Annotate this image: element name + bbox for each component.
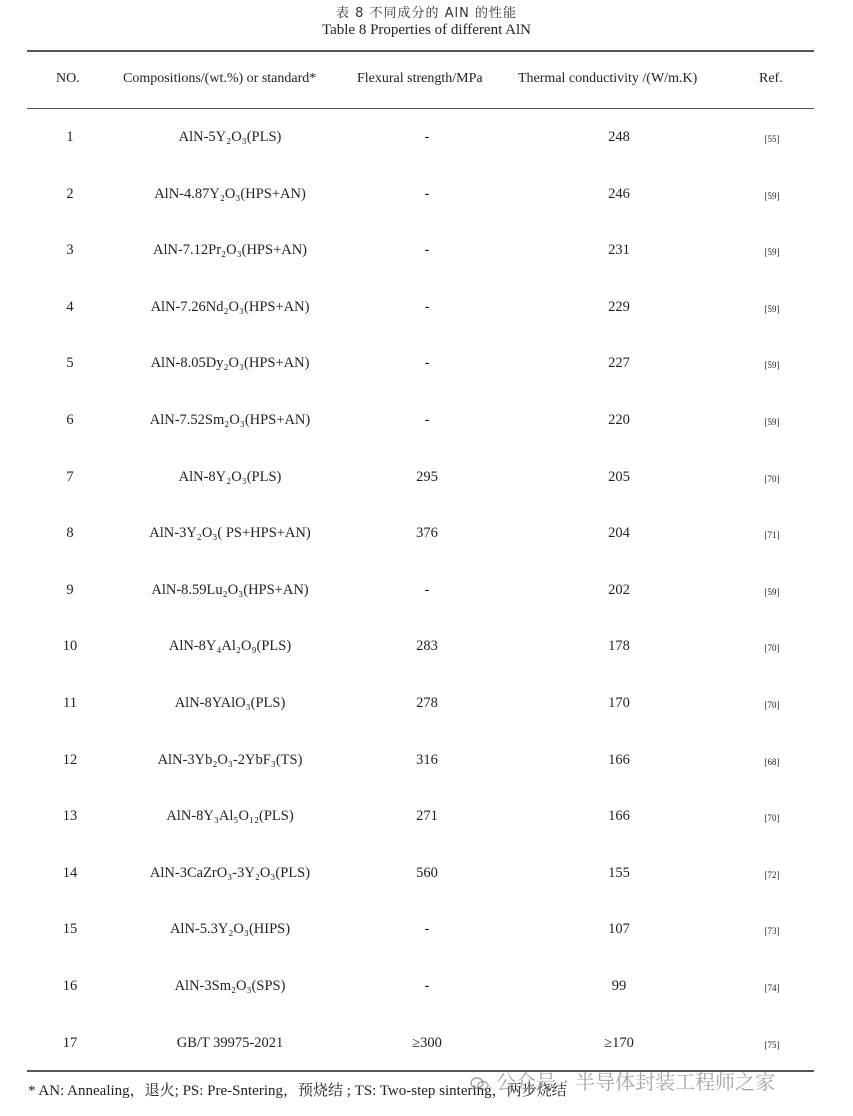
table-row bbox=[0, 412, 853, 432]
cell-flexural: 316 bbox=[416, 751, 438, 768]
cell-no: 15 bbox=[62, 921, 78, 938]
cell-thermal: 227 bbox=[608, 355, 630, 372]
cell-ref: [70] bbox=[764, 700, 780, 710]
table-row bbox=[0, 865, 853, 885]
cell-thermal: ≥170 bbox=[604, 1034, 634, 1051]
cell-flexural: - bbox=[424, 242, 430, 259]
cell-flexural: - bbox=[424, 185, 430, 202]
cell-flexural: - bbox=[424, 921, 430, 938]
table-row bbox=[0, 921, 853, 941]
cell-flexural: 295 bbox=[416, 468, 438, 485]
header-rule bbox=[27, 108, 814, 109]
cell-thermal: 107 bbox=[608, 921, 630, 938]
cell-no: 4 bbox=[66, 298, 74, 315]
cell-composition: AlN-7.52Sm₂O₃(HPS+AN) bbox=[149, 412, 311, 428]
cell-flexural: - bbox=[424, 298, 430, 315]
cell-no: 13 bbox=[62, 808, 78, 825]
cell-ref: [70] bbox=[764, 643, 780, 654]
cell-ref: [70] bbox=[764, 473, 780, 484]
cell-composition: AlN-3Yb₂O₃-2YbF₃(TS) bbox=[157, 751, 303, 768]
cell-composition: AlN-8Y₂O₃(PLS) bbox=[178, 468, 282, 485]
cell-no: 7 bbox=[66, 468, 74, 485]
cell-thermal: 202 bbox=[608, 581, 630, 598]
cell-composition: AlN-4.87Y₂O₃(HPS+AN) bbox=[154, 185, 306, 202]
cell-ref: [72] bbox=[764, 869, 780, 880]
cell-flexural: - bbox=[424, 355, 430, 372]
cell-flexural: - bbox=[424, 581, 430, 598]
cell-thermal: 99 bbox=[611, 978, 627, 994]
cell-composition: AlN-5Y₂O₃(PLS) bbox=[178, 129, 282, 145]
cell-flexural: - bbox=[424, 978, 430, 994]
table-title-en: Table 8 Properties of different AlN bbox=[321, 22, 532, 38]
cell-ref: [55] bbox=[764, 134, 780, 144]
cell-flexural: 278 bbox=[416, 695, 438, 711]
table-row bbox=[0, 752, 853, 772]
cell-ref: [59] bbox=[764, 190, 780, 201]
cell-composition: AlN-3CaZrO₃-3Y₂O₃(PLS) bbox=[149, 864, 311, 881]
cell-ref: [59] bbox=[764, 417, 780, 427]
cell-thermal: 166 bbox=[608, 808, 630, 825]
cell-flexural: ≥300 bbox=[412, 1034, 442, 1051]
table-row bbox=[0, 355, 853, 375]
cell-thermal: 205 bbox=[608, 468, 630, 485]
cell-no: 17 bbox=[62, 1034, 78, 1051]
table-row bbox=[0, 808, 853, 828]
cell-no: 14 bbox=[62, 864, 78, 881]
header-ref: Ref. bbox=[759, 71, 783, 86]
cell-ref: [73] bbox=[764, 926, 780, 937]
cell-thermal: 178 bbox=[608, 638, 630, 655]
watermark-text: 公众号 · 半导体封装工程师之家 bbox=[496, 1070, 776, 1094]
table-row bbox=[0, 469, 853, 489]
cell-no: 12 bbox=[62, 751, 78, 768]
cell-composition: AlN-8.59Lu₂O₃(HPS+AN) bbox=[151, 581, 309, 598]
cell-flexural: - bbox=[424, 129, 430, 145]
table-row bbox=[0, 129, 853, 149]
cell-composition: AlN-7.26Nd₂O₃(HPS+AN) bbox=[150, 298, 310, 315]
cell-composition: AlN-8.05Dy₂O₃(HPS+AN) bbox=[150, 355, 310, 372]
top-rule bbox=[27, 50, 814, 52]
cell-flexural: - bbox=[424, 412, 430, 428]
cell-thermal: 248 bbox=[608, 129, 630, 145]
cell-no: 9 bbox=[66, 581, 74, 598]
cell-composition: AlN-3Y₂O₃( PS+HPS+AN) bbox=[149, 525, 311, 542]
cell-no: 2 bbox=[66, 185, 74, 202]
cell-flexural: 376 bbox=[416, 525, 438, 542]
cell-ref: [59] bbox=[764, 247, 780, 258]
cell-thermal: 166 bbox=[608, 751, 630, 768]
header-no: NO. bbox=[56, 71, 80, 86]
table-row bbox=[0, 638, 853, 658]
cell-ref: [70] bbox=[764, 813, 780, 824]
cell-thermal: 170 bbox=[608, 695, 630, 711]
watermark bbox=[470, 1066, 775, 1095]
cell-thermal: 220 bbox=[608, 412, 630, 428]
cell-ref: [59] bbox=[764, 360, 780, 371]
cell-ref: [71] bbox=[764, 530, 780, 541]
cell-ref: [75] bbox=[764, 1039, 780, 1050]
table-row bbox=[0, 299, 853, 319]
cell-no: 6 bbox=[66, 412, 74, 428]
table-row bbox=[0, 695, 853, 715]
cell-no: 1 bbox=[66, 129, 74, 145]
header-flexural: Flexural strength/MPa bbox=[357, 71, 483, 86]
cell-thermal: 231 bbox=[608, 242, 630, 259]
cell-composition: AlN-8Y₃Al₅O₁₂(PLS) bbox=[166, 808, 294, 825]
cell-flexural: 271 bbox=[416, 808, 438, 825]
cell-composition: AlN-5.3Y₂O₃(HIPS) bbox=[169, 921, 291, 938]
cell-ref: [59] bbox=[764, 303, 780, 314]
cell-composition: AlN-8Y₄Al₂O₉(PLS) bbox=[168, 638, 292, 655]
cell-ref: [59] bbox=[764, 586, 780, 597]
cell-flexural: 560 bbox=[416, 864, 438, 881]
table-row bbox=[0, 242, 853, 262]
cell-no: 16 bbox=[62, 978, 78, 994]
table-title-cn: 表 8 不同成分的 AlN 的性能 bbox=[335, 6, 518, 21]
wechat-icon bbox=[470, 1077, 490, 1091]
cell-thermal: 229 bbox=[608, 298, 630, 315]
table-row bbox=[0, 582, 853, 602]
header-composition: Compositions/(wt.%) or standard* bbox=[123, 71, 317, 86]
header-thermal: Thermal conductivity /(W/m.K) bbox=[518, 71, 698, 86]
table-row bbox=[0, 978, 853, 998]
cell-composition: GB/T 39975-2021 bbox=[176, 1034, 284, 1051]
table-row bbox=[0, 525, 853, 545]
cell-flexural: 283 bbox=[416, 638, 438, 655]
cell-composition: AlN-7.12Pr₂O₃(HPS+AN) bbox=[152, 242, 308, 259]
cell-no: 3 bbox=[66, 242, 74, 259]
cell-composition: AlN-3Sm₂O₃(SPS) bbox=[174, 978, 286, 994]
cell-no: 8 bbox=[66, 525, 74, 542]
cell-ref: [68] bbox=[764, 756, 780, 767]
table-row bbox=[0, 1035, 853, 1055]
cell-no: 5 bbox=[66, 355, 74, 372]
cell-thermal: 204 bbox=[608, 525, 630, 542]
table-row bbox=[0, 186, 853, 206]
cell-no: 11 bbox=[63, 695, 77, 711]
cell-thermal: 155 bbox=[608, 864, 630, 881]
cell-thermal: 246 bbox=[608, 185, 630, 202]
footnote: * AN: Annealing，退火; PS: Pre-Sntering，预烧结 ; TS: Two-step sintering，两步烧结 bbox=[28, 1083, 567, 1099]
cell-no: 10 bbox=[62, 638, 78, 655]
cell-composition: AlN-8YAlO₃(PLS) bbox=[174, 695, 286, 711]
cell-ref: [74] bbox=[764, 983, 780, 993]
